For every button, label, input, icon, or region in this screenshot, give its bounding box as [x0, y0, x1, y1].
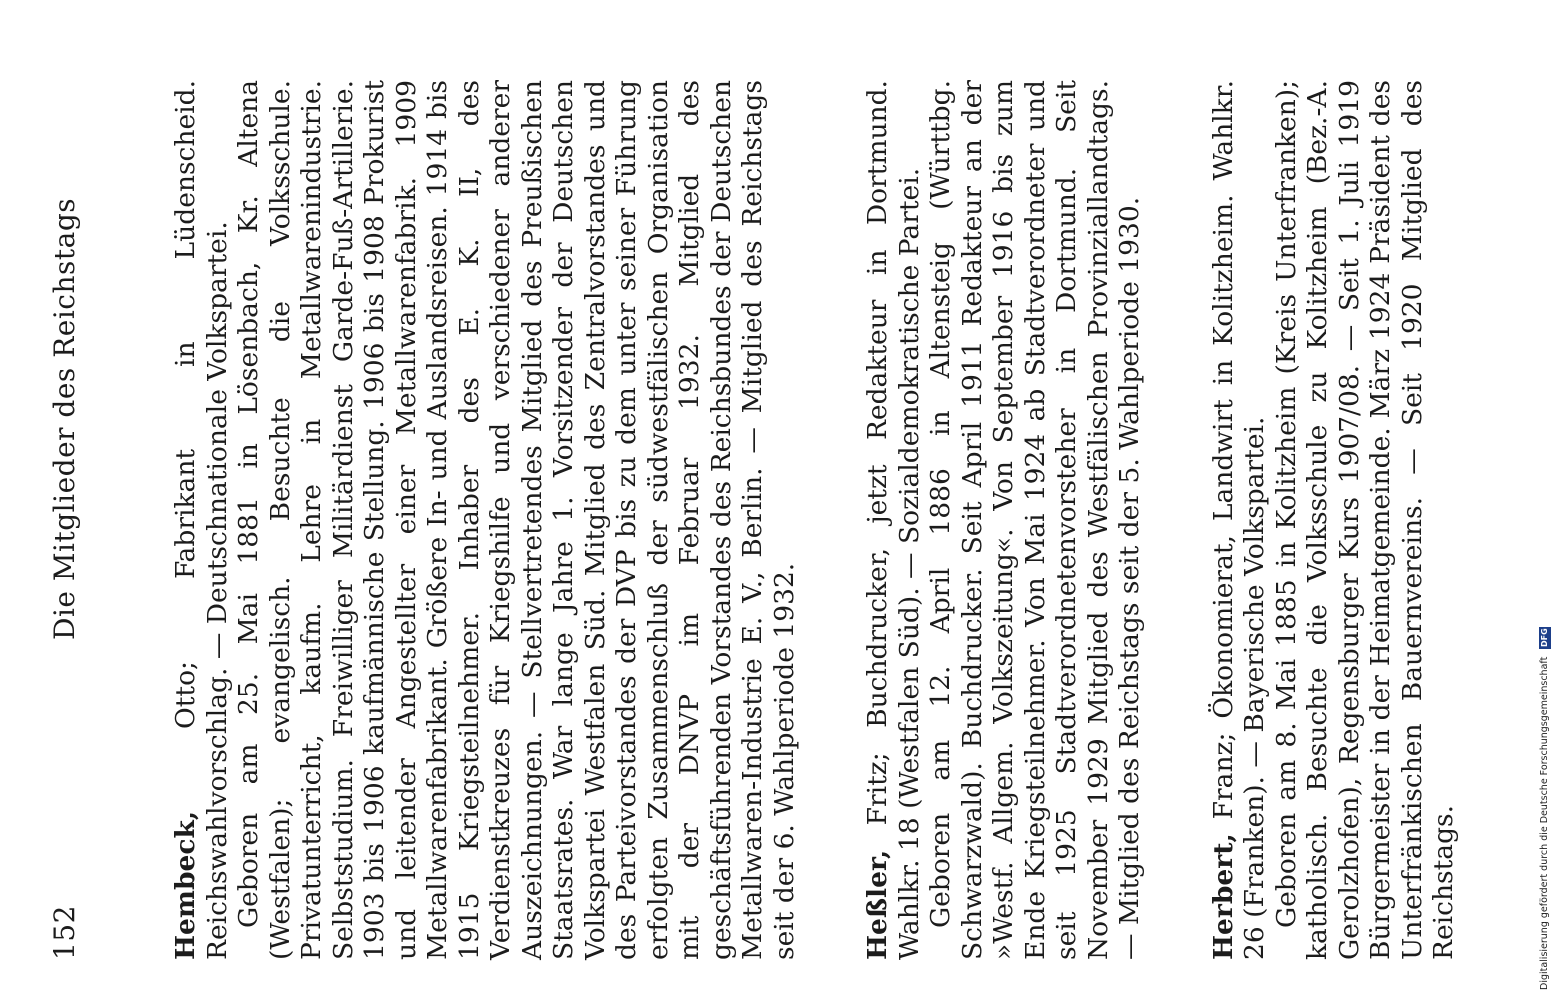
page-number: 152: [48, 905, 81, 960]
entry-heading: [862, 80, 925, 960]
page-header: [48, 0, 88, 960]
entry-heading: [170, 80, 233, 960]
biography-entry: [1208, 80, 1460, 960]
credit-text: Digitalisierung gefördert durch die Deutsche Forschungsgemeinschaft: [1539, 656, 1550, 990]
member-name: Herbert,: [1207, 833, 1239, 960]
entries-list: [170, 80, 1522, 960]
digitization-credit: [1538, 10, 1552, 990]
member-details: Fritz; Buchdrucker, jetzt Redakteur in Dortmund. Wahlkr. 18 (Westfalen Süd). — Sozialdemokratische Partei.: [862, 80, 925, 960]
member-name: Heßler,: [862, 849, 893, 960]
member-name: Hembeck,: [170, 810, 201, 960]
running-title: Die Mitglieder des Reichstags: [48, 197, 81, 640]
member-biography: Geboren am 8. Mai 1885 in Kolitzheim (Kreis Unterfranken); katholisch. Besuchte die Volksschule zu Kolitzheim (Bez.-A. Gerolzhofen), Regensburger Kurs 1907/08. — Seit 1. Juli 1919 Bürgermeister in der Heimatgemeinde. März 1924 Präsident des Unterfränkischen Bauernvereins. — Seit 1920 Mitglied des Reichstags.: [1270, 80, 1459, 960]
member-details: Franz; Ökonomierat, Landwirt in Kolitzheim. Wahlkr. 26 (Franken). — Bayerische Volkspartei.: [1207, 80, 1270, 960]
member-biography: Geboren am 25. Mai 1881 in Lösenbach, Kr. Altena (Westfalen); evangelisch. Besuchte die Volksschule. Privatunterricht, kaufm. Lehre in Metallwarenindustrie. Selbststudium. Freiwilliger Militärdienst Garde-Fuß-Artillerie. 1903 bis 1906 kaufmännische Stellung. 1906 bis 1908 Prokurist und leitender Angestellter einer Metallwarenfabrik. 1909 Metallwarenfabrikant. Größere In- und Auslandsreisen. 1914 bis 1915 Kriegsteilnehmer. Inhaber des E. K. II, des Verdienstkreuzes für Kriegshilfe und verschiedener anderer Auszeichnungen. — Stellvertretendes Mitglied des Preußischen Staatsrates. War lange Jahre 1. Vorsitzender der Deutschen Volkspartei Westfalen Süd. Mitglied des Zentralvorstandes und des Parteivorstandes der DVP bis zu dem unter seiner Führung erfolgten Zusammenschluß der südwestfälischen Organisation mit der DNVP im Februar 1932. Mitglied des geschäftsführenden Vorstandes des Reichsbundes der Deutschen Metallwaren-Industrie E. V., Berlin. — Mitglied des Reichstags seit der 6. Wahlperiode 1932.: [233, 80, 800, 960]
dfg-logo: DFG: [1540, 628, 1549, 648]
member-details: Otto; Fabrikant in Lüdenscheid. Reichswahlvorschlag. — Deutschnationale Volkspartei.: [170, 80, 233, 960]
entry-heading: [1208, 80, 1271, 960]
member-biography: Geboren am 12. April 1886 in Altensteig (Württbg. Schwarzwald). Buchdrucker. Seit April 1911 Redakteur an der »Westf. Allgem. Volkszeitung«. Von September 1916 bis zum Ende Kriegsteilnehmer. Von Mai 1924 ab Stadtverordneter und seit 1925 Stadtverordnetenvorsteher in Dortmund. Seit November 1929 Mitglied des Westfälischen Provinziallandtags. — Mitglied des Reichstags seit der 5. Wahlperiode 1930.: [925, 80, 1145, 960]
biography-entry: [862, 80, 1146, 960]
biography-entry: [170, 80, 800, 960]
